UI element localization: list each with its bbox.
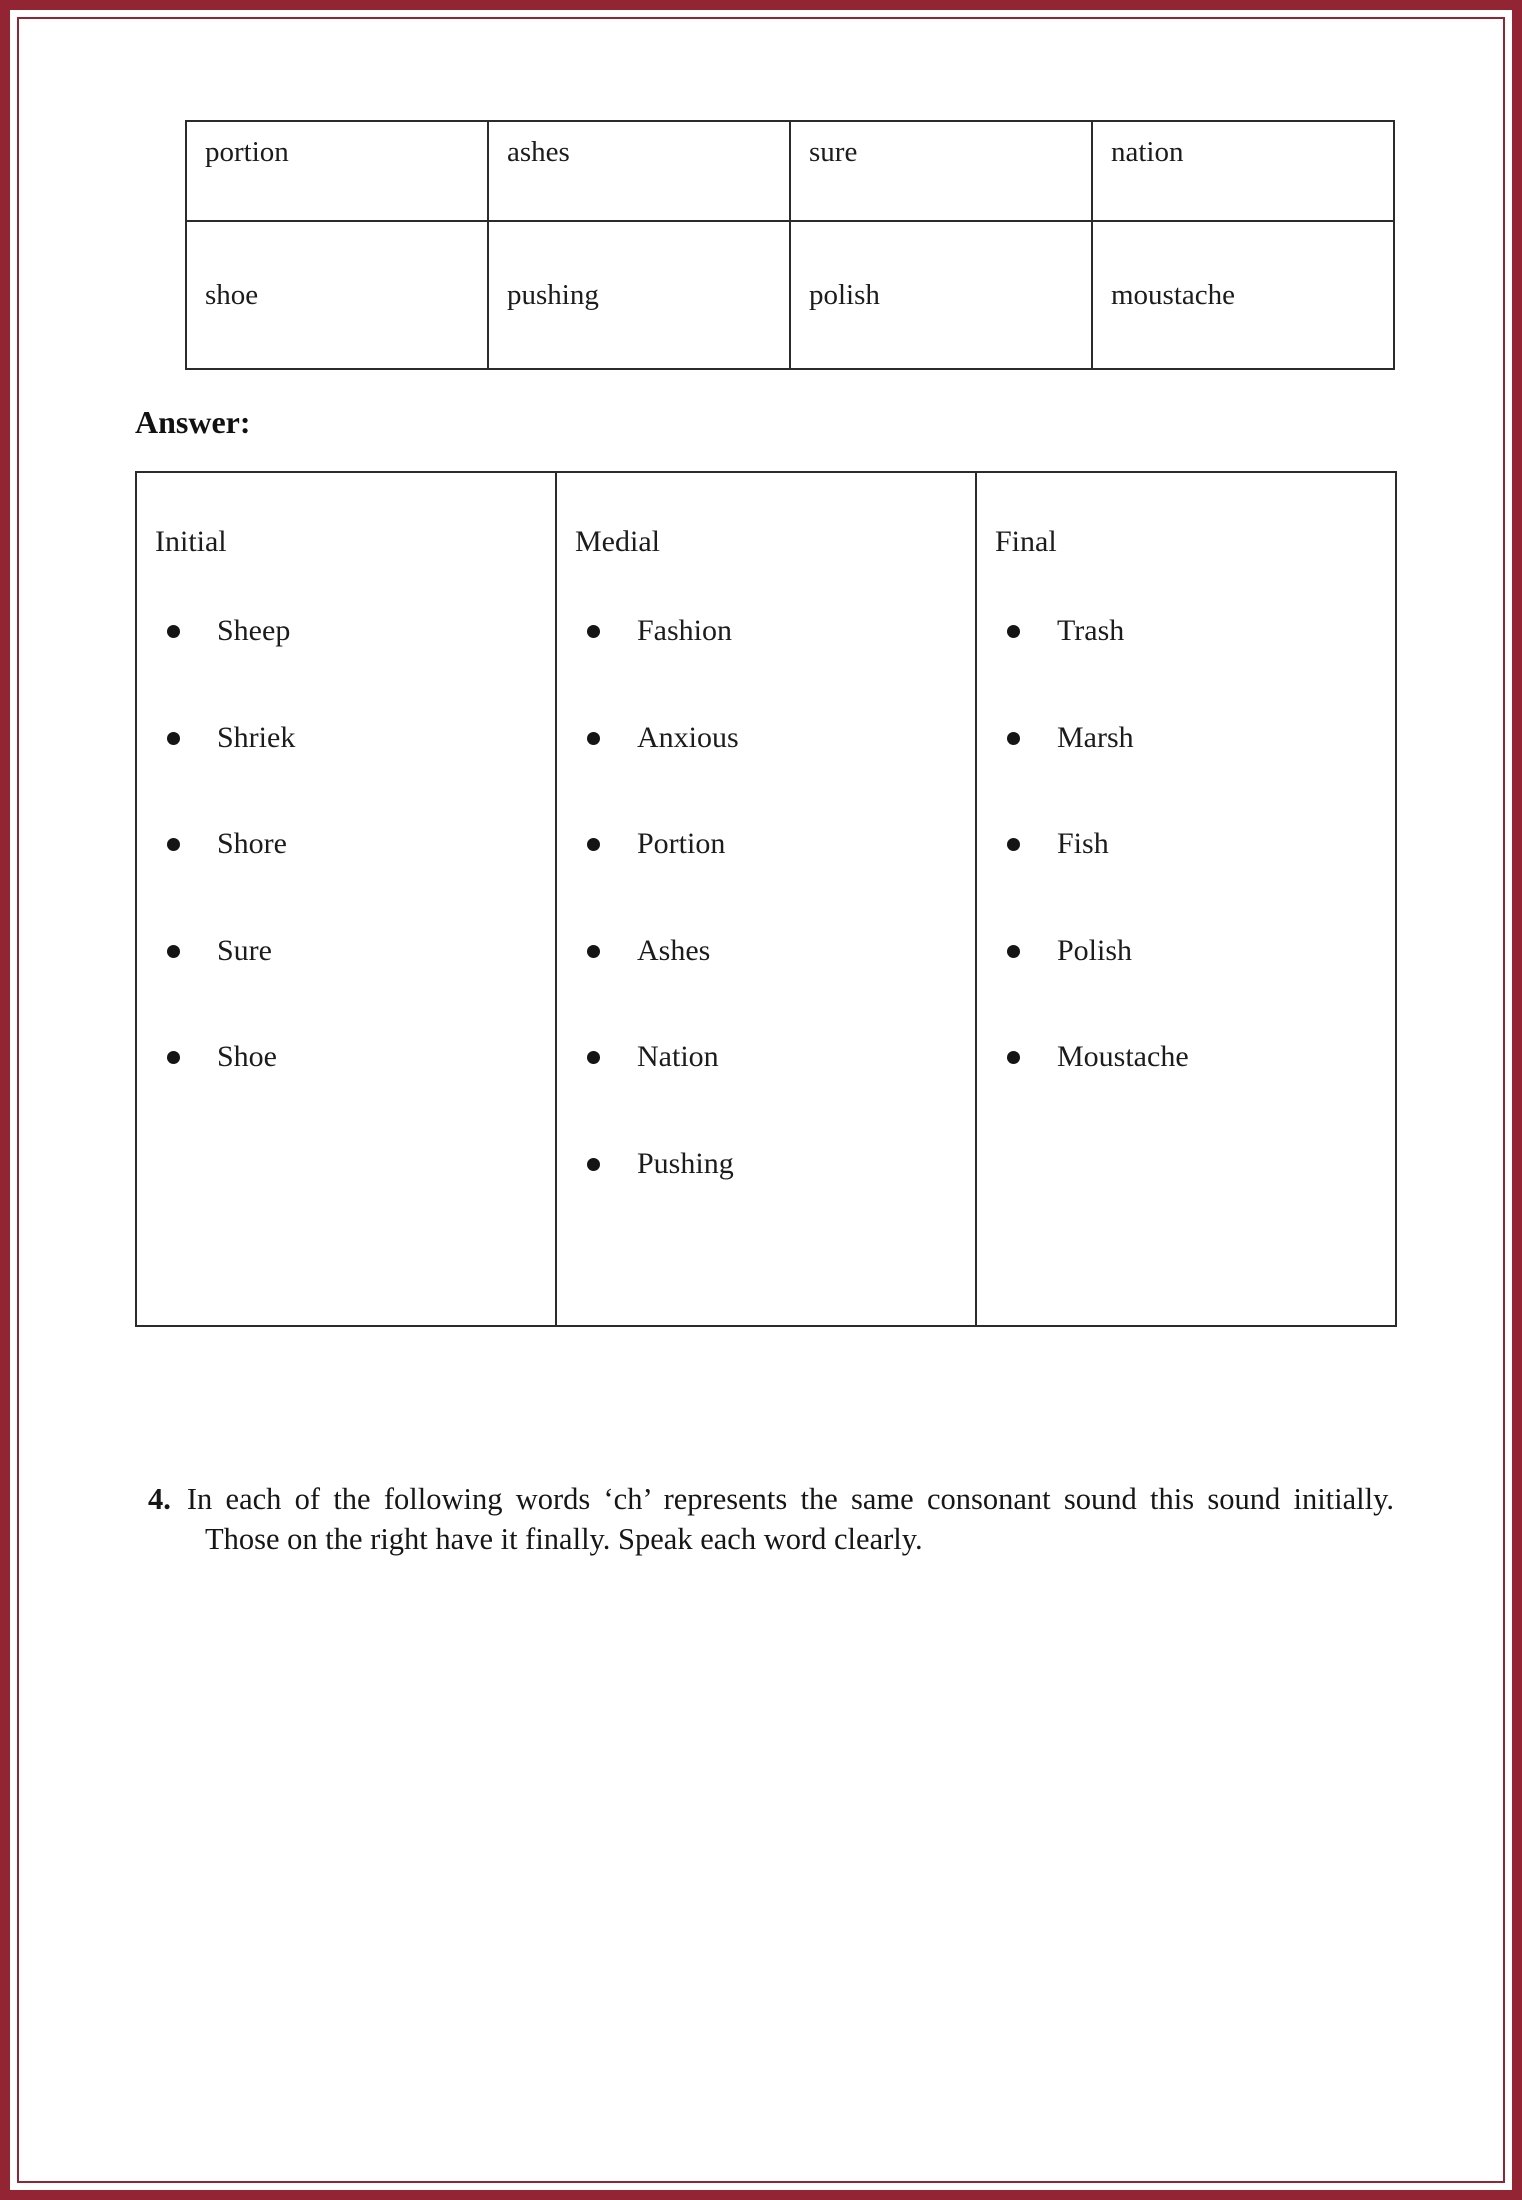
list-item: Moustache [995, 1037, 1377, 1078]
list-item: Sure [155, 931, 537, 972]
list-item: Fashion [575, 611, 957, 652]
word-cell: pushing [488, 221, 790, 369]
initial-word-list [155, 611, 537, 1078]
answer-column-medial [557, 473, 977, 1325]
list-item: Sheep [155, 611, 537, 652]
word-table [185, 120, 1395, 370]
word-cell: sure [790, 121, 1092, 221]
word-cell: polish [790, 221, 1092, 369]
word-table-row [186, 221, 1394, 369]
answer-column-initial [137, 473, 557, 1325]
column-header-final: Final [995, 525, 1057, 558]
list-item: Anxious [575, 718, 957, 759]
answer-table [135, 471, 1397, 1327]
question-text: In each of the following words ‘ch’ represents the same consonant sound this sound initially. Those on the right have it finally. Speak each word clearly. [186, 1482, 1394, 1557]
medial-word-list [575, 611, 957, 1184]
list-item: Nation [575, 1037, 957, 1078]
list-item: Portion [575, 824, 957, 865]
question-4 [148, 1479, 1394, 1560]
list-item: Ashes [575, 931, 957, 972]
list-item: Shriek [155, 718, 537, 759]
word-cell: moustache [1092, 221, 1394, 369]
list-item: Marsh [995, 718, 1377, 759]
word-cell: shoe [186, 221, 488, 369]
list-item: Shoe [155, 1037, 537, 1078]
word-cell: nation [1092, 121, 1394, 221]
answer-column-final [977, 473, 1395, 1325]
list-item: Pushing [575, 1144, 957, 1185]
list-item: Trash [995, 611, 1377, 652]
column-header-medial: Medial [575, 525, 660, 558]
word-table-row [186, 121, 1394, 221]
list-item: Shore [155, 824, 537, 865]
final-word-list [995, 611, 1377, 1078]
word-cell: ashes [488, 121, 790, 221]
answer-label: Answer: [135, 404, 251, 440]
list-item: Polish [995, 931, 1377, 972]
question-number: 4. [148, 1482, 171, 1516]
column-header-initial: Initial [155, 525, 227, 558]
word-cell: portion [186, 121, 488, 221]
list-item: Fish [995, 824, 1377, 865]
